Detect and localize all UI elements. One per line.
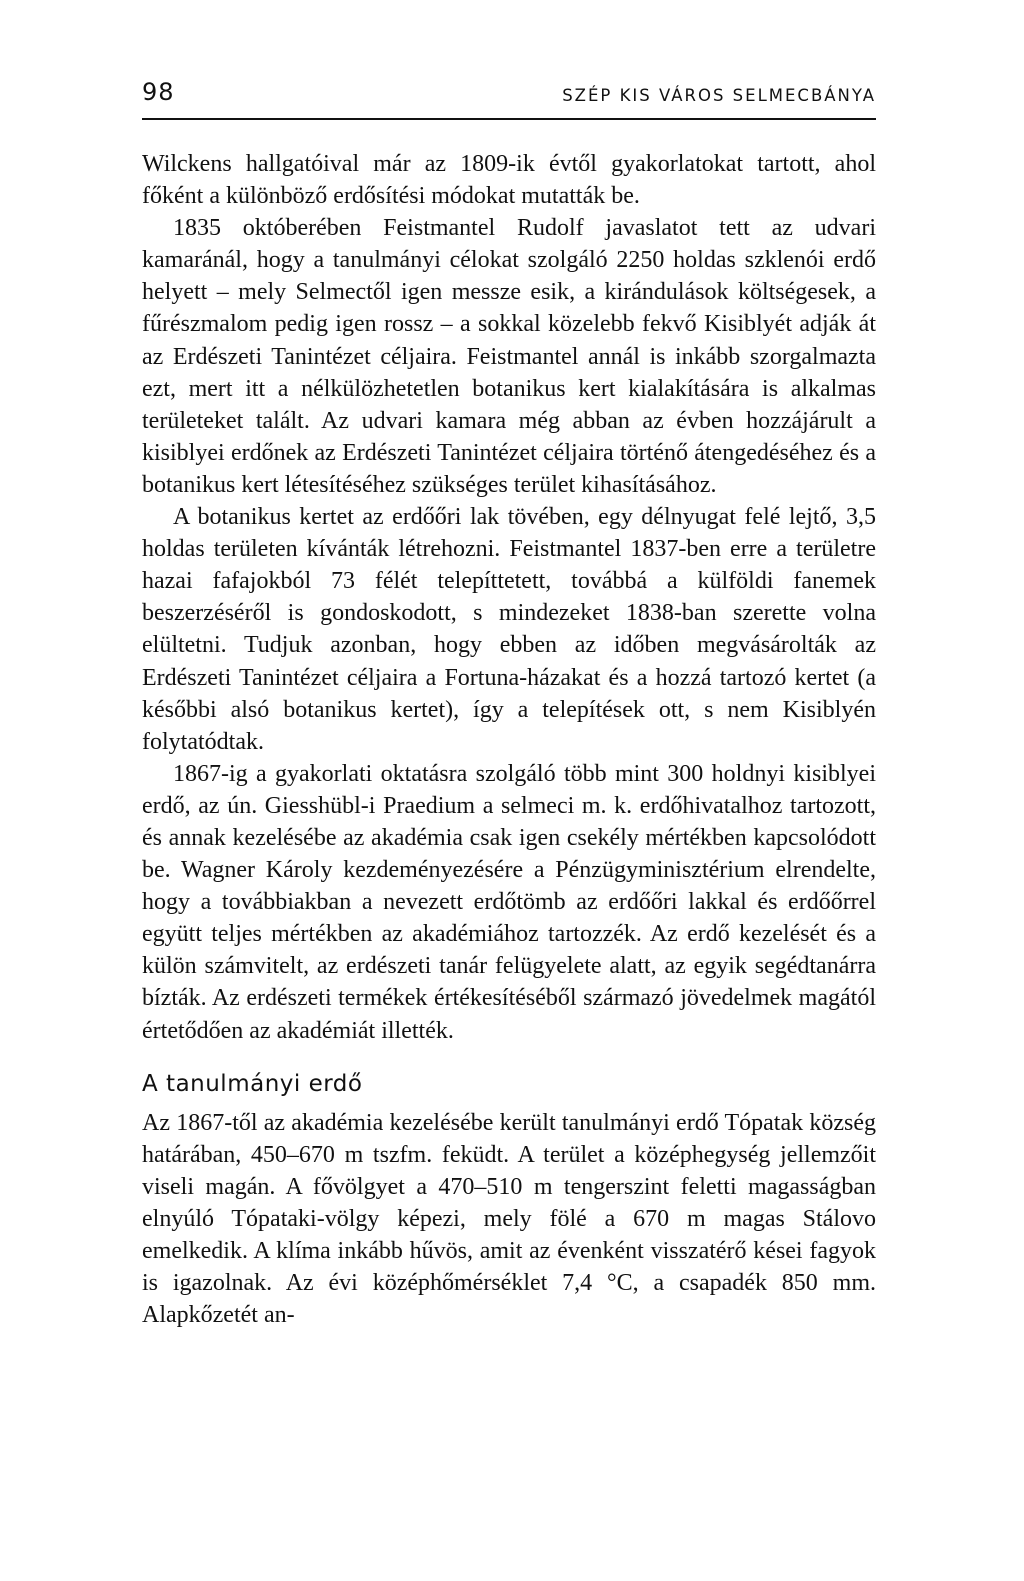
page-number: 98: [142, 78, 175, 106]
body-text: [142, 148, 876, 1331]
book-page: [142, 74, 876, 1331]
paragraph-2: 1835 októberében Feistmantel Rudolf javaslatot tett az udvari kamaránál, hogy a tanulmányi célokat szolgáló 2250 holdas szklenói erdő helyett – mely Selmectől igen messze esik, a kirándulások költségesek, a fűrészmalom pedig igen rossz – a sokkal közelebb fekvő Kisiblyét adják át az Erdészeti Tanintézet céljaira. Feistmantel annál is inkább szorgalmazta ezt, mert itt a nélkülözhetetlen botanikus kert kialakítására is alkalmas területeket talált. Az udvari kamara még abban az évben hozzájárult a kisiblyei erdőnek az Erdészeti Tanintézet céljaira történő átengedéséhez és a botanikus kert létesítéséhez szükséges terület kihasításához.: [142, 215, 876, 498]
paragraph-1: Wilckens hallgatóival már az 1809-ik évtől gyakorlatokat tartott, ahol főként a különböző erdősítési módokat mutatták be.: [142, 151, 876, 210]
running-title: SZÉP KIS VÁROS SELMECBÁNYA: [562, 86, 876, 105]
paragraph-3: A botanikus kertet az erdőőri lak tövében, egy délnyugat felé lejtő, 3,5 holdas területen kívánták létrehozni. Feistmantel 1837-ben erre a területre hazai fafajokból 73 félét telepíttetett, továbbá a külföldi fanemek beszerzéséről is gondoskodott, s mindezeket 1838-ban szerette volna elültetni. Tudjuk azonban, hogy ebben az időben megvásárolták az Erdészeti Tanintézet céljaira a Fortuna-házakat és a hozzá tartozó kertet (a későbbi alsó botanikus kertet), így a telepítések ott, s nem Kisiblyén folytatódtak.: [142, 504, 876, 755]
section-paragraph: Az 1867-től az akadémia kezelésébe került tanulmányi erdő Tópatak község határában, 450–670 m tszfm. feküdt. A terület a középhegység jellemzőit viseli magán. A fővölgyet a 470–510 m tengerszint feletti magasságban elnyúló Tópataki-völgy képezi, mely fölé a 670 m magas Stálovo emelkedik. A klíma inkább hűvös, amit az évenként visszatérő kései fagyok is igazolnak. Az évi középhőmérséklet 7,4 °C, a csapadék 850 mm. Alapkőzetét an-: [142, 1109, 876, 1329]
section-heading: A tanulmányi erdő: [142, 1070, 363, 1097]
paragraph-4: 1867-ig a gyakorlati oktatásra szolgáló több mint 300 holdnyi kisiblyei erdő, az ún. Giesshübl-i Praedium a selmeci m. k. erdőhivatalhoz tartozott, és annak kezelésébe az akadémia csak igen csekély mértékben kapcsolódott be. Wagner Károly kezdeményezésére a Pénzügyminisztérium elrendelte, hogy a továbbiakban a nevezett erdőtömb az erdőőri lakkal és erdőőrrel együtt teljes mértékben az akadémiához tartozzék. Az erdő kezelését és a külön számvitelt, az erdészeti tanár felügyelete alatt, az egyik segédtanárra bízták. Az erdészeti termékek értékesítéséből származó jövedelmek magától értetődően az akadémiát illették.: [142, 760, 876, 1044]
running-header: [142, 74, 876, 120]
